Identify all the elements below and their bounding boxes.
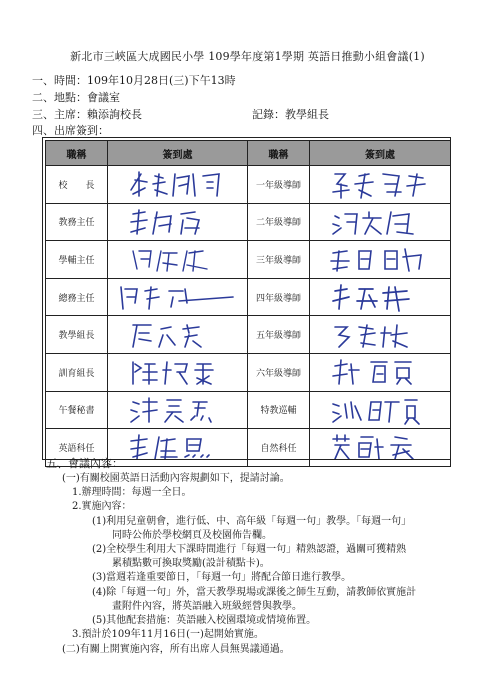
- table-row: [46, 391, 451, 429]
- handwritten-signature: [123, 431, 233, 463]
- role-title: 五年級導師: [248, 316, 310, 354]
- meeting-place: 二、地點：會議室: [32, 91, 120, 104]
- attendance-table: [45, 140, 451, 467]
- table-row: [46, 353, 451, 391]
- header-title-right: 職稱: [248, 141, 310, 166]
- signature-cell: [108, 353, 248, 391]
- agenda-item-2: (二)有關上開實施內容，所有出席人員無異議通過。: [62, 644, 290, 655]
- agenda-sub-2b: 累積點數可換取獎勵(設計積點卡)。: [112, 558, 270, 569]
- attendance-heading: 四、出席簽到：: [32, 124, 109, 137]
- role-title: 特教巡輔: [248, 391, 310, 429]
- table-row: [46, 316, 451, 354]
- handwritten-signature: [325, 206, 435, 238]
- role-title: 二年級導師: [248, 203, 310, 241]
- agenda-sub-4b: 畫附件內容，將英語融入班級經營與教學。: [112, 601, 302, 612]
- signature-cell: [108, 391, 248, 429]
- signature-cell: [310, 278, 451, 316]
- table-row: [46, 203, 451, 241]
- role-title: 午餐秘書: [46, 391, 108, 429]
- signature-cell: [108, 429, 248, 467]
- agenda-heading: 五、會議內容：: [46, 457, 123, 470]
- handwritten-signature: [123, 168, 233, 200]
- role-title: 六年級導師: [248, 353, 310, 391]
- role-title: 英語科任: [46, 429, 108, 467]
- table-row: [46, 166, 451, 204]
- role-title: 教務主任: [46, 203, 108, 241]
- meeting-chair-line: [32, 106, 329, 122]
- signature-cell: [108, 203, 248, 241]
- document-title: 新北市三峽區大成國民小學 109學年度第1學期 英語日推動小組會議(1): [70, 50, 425, 63]
- header-signature-left: 簽到處: [108, 141, 248, 166]
- agenda-item-1: (一)有關校園英語日活動內容規劃如下，提請討論。: [62, 473, 290, 484]
- agenda-item-1-3: 3.預計於109年11月16日(一)起開始實施。: [72, 629, 264, 640]
- signature-cell: [108, 278, 248, 316]
- table-row: [46, 278, 451, 316]
- signature-cell: [310, 353, 451, 391]
- role-title: 教學組長: [46, 316, 108, 354]
- meeting-chair: 三、主席：賴添詢校長: [32, 108, 142, 121]
- header-title-left: 職稱: [46, 141, 108, 166]
- role-title: 一年級導師: [248, 166, 310, 204]
- handwritten-signature: [325, 168, 435, 200]
- agenda-sub-2a: (2)全校學生利用大下課時間進行「每週一句」精熟認證，過關可獲精熟: [92, 544, 407, 555]
- agenda-sub-4a: (4)除「每週一句」外，當天教學現場或課後之師生互動，請教師依實施計: [92, 587, 417, 598]
- meeting-recorder: 記錄：教學組長: [252, 108, 329, 121]
- signature-cell: [108, 241, 248, 279]
- attendance-header-row: [46, 141, 451, 166]
- agenda-sub-5: (5)其他配套措施：英語融入校園環境或情境佈置。: [92, 615, 317, 626]
- handwritten-signature: [123, 319, 233, 351]
- handwritten-signature: [325, 356, 435, 388]
- agenda-sub-3: (3)當週若逢重要節日，「每週一句」將配合節日進行教學。: [92, 572, 352, 583]
- agenda-sub-1b: 同時公佈於學校網頁及校園佈告欄。: [112, 530, 272, 541]
- handwritten-signature: [123, 394, 233, 426]
- role-title: 校 長: [46, 166, 108, 204]
- agenda-item-1-1: 1.辦理時間：每週一全日。: [72, 487, 192, 498]
- handwritten-signature: [123, 356, 233, 388]
- role-title: 四年級導師: [248, 278, 310, 316]
- handwritten-signature: [325, 431, 435, 463]
- agenda-item-1-2: 2.實施內容：: [72, 501, 132, 512]
- handwritten-signature: [325, 394, 435, 426]
- signature-cell: [310, 391, 451, 429]
- table-row: [46, 241, 451, 279]
- role-title: 三年級導師: [248, 241, 310, 279]
- signature-cell: [108, 166, 248, 204]
- signature-cell: [310, 316, 451, 354]
- signature-cell: [108, 316, 248, 354]
- role-title: 學輔主任: [46, 241, 108, 279]
- handwritten-signature: [113, 281, 243, 313]
- agenda-sub-1a: (1)利用兒童朝會，進行低、中、高年級「每週一句」教學。「每週一句」: [92, 516, 412, 527]
- signature-cell: [310, 241, 451, 279]
- handwritten-signature: [325, 319, 435, 351]
- handwritten-signature: [123, 243, 233, 275]
- handwritten-signature: [325, 243, 435, 275]
- signature-cell: [310, 429, 451, 467]
- signature-cell: [310, 203, 451, 241]
- role-title: 總務主任: [46, 278, 108, 316]
- handwritten-signature: [325, 281, 435, 313]
- signature-cell: [310, 166, 451, 204]
- meeting-time: 一、時間：109年10月28日(三)下午13時: [32, 74, 236, 87]
- role-title: 自然科任: [248, 429, 310, 467]
- role-title: 訓育組長: [46, 353, 108, 391]
- header-signature-right: 簽到處: [310, 141, 451, 166]
- handwritten-signature: [123, 206, 233, 238]
